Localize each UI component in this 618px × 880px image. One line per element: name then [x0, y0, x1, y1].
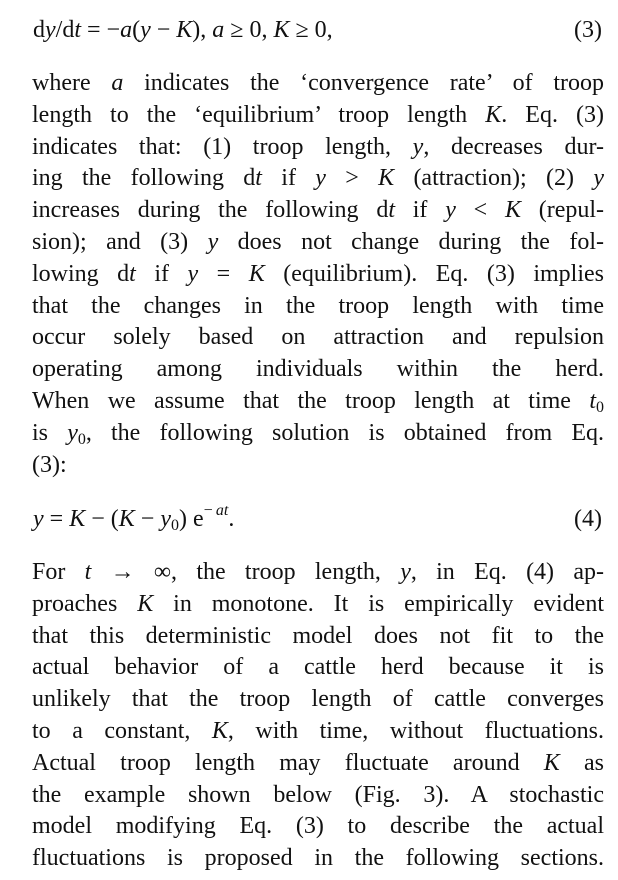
- text-line: length to the ‘equilibrium’ troop length K. Eq. (3): [32, 101, 604, 128]
- text-line: occur solely based on attraction and repulsion: [32, 324, 604, 351]
- text-line: indicates that: (1) troop length, y, decreases dur-: [32, 133, 604, 160]
- paragraph-2: [32, 557, 604, 875]
- text-line: that this deterministic model does not fit to the: [32, 622, 604, 649]
- text-line: actual behavior of a cattle herd because it is: [32, 654, 604, 681]
- text-line: (3):: [32, 451, 67, 478]
- text-line: proaches K in monotone. It is empirically evident: [32, 590, 604, 617]
- equation-4: [33, 503, 602, 535]
- equation-4-formula: $y = K - (K - y_0)$ $e^{- at}$.: [33, 502, 235, 534]
- equation-3: [33, 14, 602, 46]
- text-line: unlikely that the troop length of cattle converges: [32, 686, 604, 713]
- text-line: sion); and (3) y does not change during the fol-: [32, 228, 605, 255]
- equation-3-formula: dy/dt = −a(y − K), a ≥ 0, K ≥ 0,: [33, 17, 333, 43]
- text-line: to a constant, K, with time, without fluctuations.: [32, 717, 604, 744]
- text-line: that the changes in the troop length with time: [32, 292, 604, 319]
- text-line: increases during the following dt if y < K (repul-: [32, 197, 605, 224]
- text-line: model modifying Eq. (3) to describe the actual: [32, 813, 604, 840]
- text-line: Actual troop length may fluctuate around K as: [32, 749, 604, 776]
- text-line: fluctuations is proposed in the following sections.: [32, 845, 604, 872]
- equation-3-number: (3): [574, 17, 602, 43]
- text-line: When we assume that the troop length at time $t_0$: [32, 387, 604, 416]
- text-line: operating among individuals within the herd.: [32, 356, 604, 383]
- text-line: the example shown below (Fig. 3). A stochastic: [32, 781, 604, 808]
- text-line: where a indicates the ‘convergence rate’ of troop: [32, 70, 604, 96]
- text-line: ing the following dt if y > K (attraction); (2) y: [32, 165, 604, 192]
- text-line: For t → ∞, the troop length, y, in Eq. (4) ap-: [32, 559, 604, 585]
- text-line: lowing dt if y = K (equilibrium). Eq. (3) implies: [32, 260, 605, 287]
- equation-4-number: (4): [574, 506, 602, 532]
- paragraph-1: [32, 68, 604, 481]
- text-line: is $y_0$, the following solution is obtained from Eq.: [32, 419, 604, 448]
